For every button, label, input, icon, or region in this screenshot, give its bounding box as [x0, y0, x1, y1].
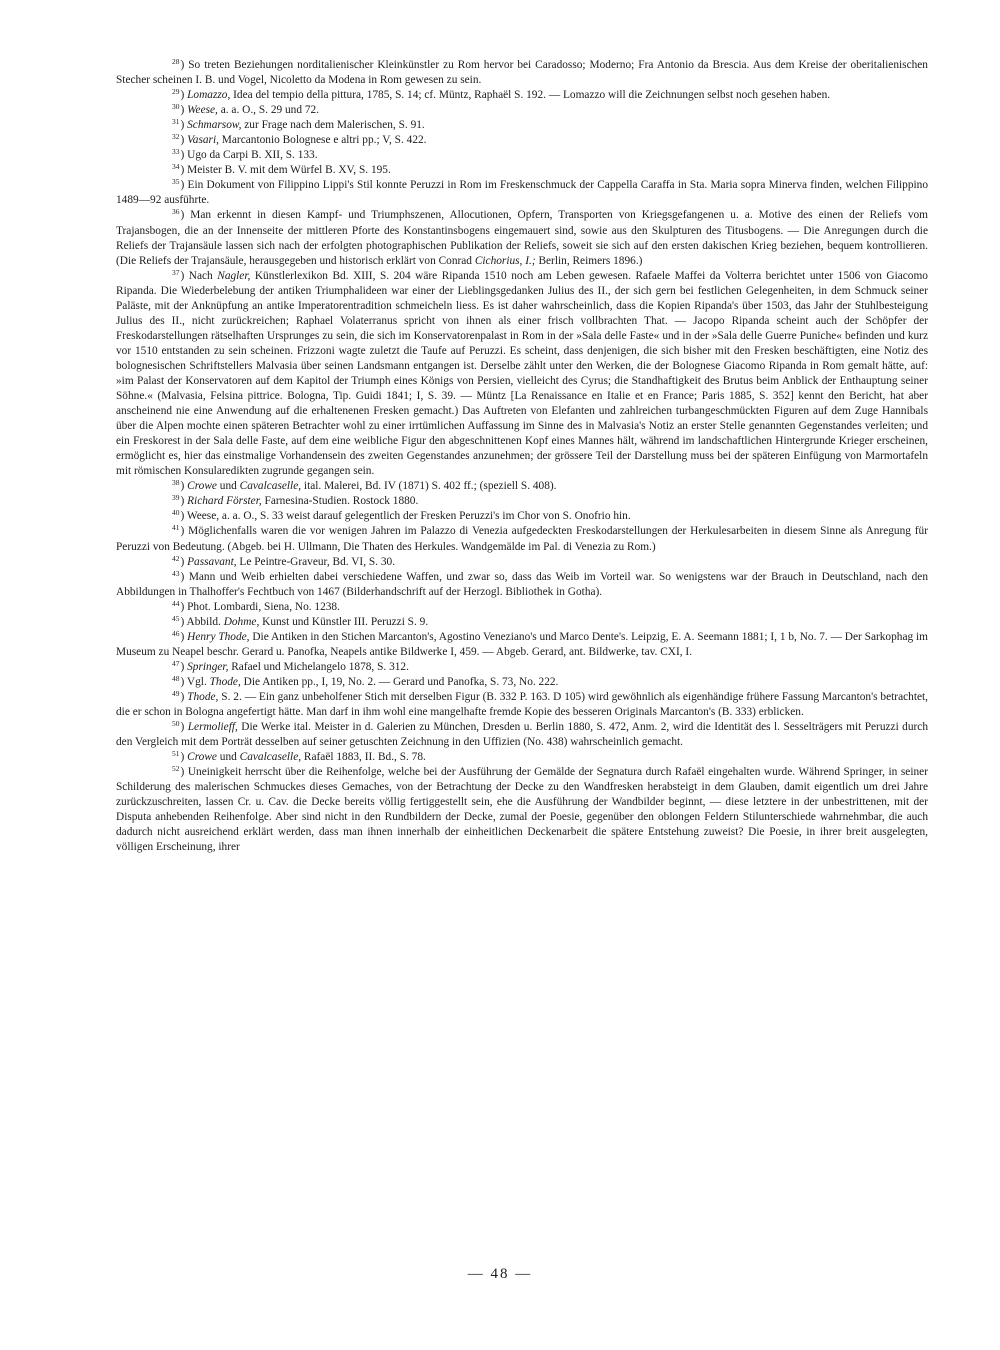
footnote-41: $^{41}$) Möglichenfalls waren die vor wenigen Jahren im Palazzo di Venezia aufgedeckten Freskodarstellungen der Herkulesarbeiten in diesem Sinne als Anregung für Peruzzi von Bedeutung. (Abgeb. bei H. Ullmann, Die Thaten des Herkules. Wandgemälde im Pal. di Venezia zu Rom.) [116, 523, 928, 553]
footnote-text: Meister B. V. mit dem Würfel B. XV, S. 195. [187, 164, 391, 177]
footnote-text: Farnesina-Studien. Rostock 1880. [261, 495, 419, 508]
footnote-italic-text: Lomazzo, [187, 89, 231, 102]
footnote-text: ital. Malerei, Bd. IV (1871) S. 402 ff.; (speziell S. 408). [301, 480, 557, 493]
footnote-46: $^{46}$) Henry Thode, Die Antiken in den Stichen Marcanton's, Agostino Veneziano's und Marco Dente's. Leipzig, E. A. Seemann 1881; I, 1 b, No. 7. — Der Sarkophag im Museum zu Neapel beschr. Gerard u. Panofka, Neapels antike Bildwerke I, 459. — Abgeb. Gerard, ant. Bildwerke, tav. CXI, I. [116, 628, 928, 658]
footnote-text: Idea del tempio della pittura, 1785, S. 14; cf. Müntz, Raphaël S. 192. — Lomazzo will die Zeichnungen selbst noch gesehen haben. [230, 89, 831, 102]
footnote-number: 44 [172, 598, 180, 608]
footnote-48: $^{48}$) Vgl. Thode, Die Antiken pp., I, 19, No. 2. — Gerard und Panofka, S. 73, No. 222. [172, 673, 559, 688]
footnote-47: $^{47}$) Springer, Rafael und Michelangelo 1878, S. 312. [172, 658, 409, 673]
footnote-italic-text: Cichorius, I.; [474, 254, 536, 267]
footnote-39: $^{39}$) Richard Förster, Farnesina-Studien. Rostock 1880. [172, 493, 419, 508]
footnote-italic-text: Crowe [187, 480, 217, 493]
footnote-text: S. 2. — Ein ganz unbeholfener Stich mit derselben Figur (B. 332 P. 163. D 105) wird gewöhnlich als eigenhändige frühere Fassung Marcanton's betrachtet, die er schon in Bologna angefertigt hätte. Man darf in ihm wohl eine mangelhafte fremde Kopie des besseren Originals Marcanton's (B. 333) erblicken. [116, 690, 928, 719]
footnote-31: $^{31}$) Schmarsow, zur Frage nach dem Malerischen, S. 91. [172, 117, 425, 132]
footnote-italic-text: Henry Thode, [187, 630, 250, 643]
footnote-number: 36 [172, 207, 180, 217]
footnote-50: $^{50}$) Lermolieff, Die Werke ital. Meister in d. Galerien zu München, Dresden u. Berlin 1880, S. 472, Anm. 2, wird die Identität des l. Sesselträgers mit Peruzzi durch den Vergleich mit dem Porträt desselben auf seiner getuschten Zeichnung in den Uffizien (No. 438) wahrscheinlich gemacht. [116, 719, 928, 749]
footnote-49: $^{49}$) Thode, S. 2. — Ein ganz unbeholfener Stich mit derselben Figur (B. 332 P. 163. D 105) wird gewöhnlich als eigenhändige frühere Fassung Marcanton's betrachtet, die er schon in Bologna angefertigt hätte. Man darf in ihm wohl eine mangelhafte fremde Kopie des besseren Originals Marcanton's (B. 333) erblicken. [116, 688, 928, 719]
footnote-34: $^{34}$) Meister B. V. mit dem Würfel B. XV, S. 195. [172, 162, 391, 177]
footnote-51: $^{51}$) Crowe und Cavalcaselle, Rafaël 1883, II. Bd., S. 78. [172, 749, 426, 764]
footnote-52: $^{52}$) Uneinigkeit herrscht über die Reihenfolge, welche bei der Ausführung der Gemälde der Segnatura durch Rafaël eingehalten wurde. Während Springer, in seiner Schilderung des malerischen Schmuckes dieses Gemaches, von der Betrachtung der Decke zu den Wandfresken herabsteigt in dem Glauben, damit eigentlich um drei Jahre zurückzuschreiten, lassen Cr. u. Cav. die Decke bereits völlig fertiggestellt sein, ehe die Ausführung der Wandbilder beginnt, — diese letztere in der unbestrittenen, mit der Disputa anhebenden Reihenfolge. Aber sind nicht in den Rundbildern der Decke, zumal der Poesie, gegenüber den oblongen Feldern Stilunterschiede wahrnehmbar, die auch dadurch nicht ausreichend erklärt werden, dass man ihnen innerhalb der einheitlichen Deckenarbeit die spätere Entstehung zuweist? Die Poesie, in ihrer breit ausgelegten, völligen Erscheinung, ihrer [116, 764, 928, 854]
footnote-32: $^{32}$) Vasari, Marcantonio Bolognese e altri pp.; V, S. 422. [172, 132, 427, 147]
footnote-text: Vgl. [186, 675, 210, 688]
footnote-44: $^{44}$) Phot. Lombardi, Siena, No. 1238. [172, 598, 340, 613]
footnote-italic-text: Lermolieff, [187, 721, 238, 734]
footnote-number: 37 [172, 267, 180, 277]
footnote-text: Le Peintre-Graveur, Bd. VI, S. 30. [236, 555, 396, 568]
footnote-text: und [216, 480, 240, 493]
footnote-text: Man erkennt in diesen Kampf- und Triumphszenen, Allocutionen, Opfern, Transporten von Kriegsgefangenen u. a. Motive des einen der Reliefs vom Trajansbogen, die an der Innenseite der mittleren Pforte des Konstantinsbogens eingemauert sind, sowie aus den Skulpturen des Titusbogens. — Die Anregungen durch die Reliefs der Trajansäule lassen sich nach der erfolgten photographischen Publikation der Reliefs, soweit sie sich auf den ersten dakischen Krieg beziehen, bequem kontrollieren. (Die Reliefs der Trajansäule, herausgegeben und historisch erklärt von Conrad [116, 209, 928, 267]
footnote-number: 32 [172, 132, 180, 142]
footnote-text: Phot. Lombardi, Siena, No. 1238. [187, 600, 340, 613]
footnote-text: Rafaël 1883, II. Bd., S. 78. [301, 751, 426, 764]
footnote-40: $^{40}$) Weese, a. a. O., S. 33 weist darauf gelegentlich der Fresken Peruzzi's im Chor von S. Onofrio hin. [172, 508, 631, 523]
footnote-number: 51 [172, 749, 180, 759]
footnote-text: Die Werke ital. Meister in d. Galerien zu München, Dresden u. Berlin 1880, S. 472, Anm. 2, wird die Identität des l. Sesselträgers mit Peruzzi durch den Vergleich mit dem Porträt desselben auf seiner getuschten Zeichnung in den Uffizien (No. 438) wahrscheinlich gemacht. [116, 721, 928, 749]
footnote-number: 40 [172, 508, 180, 518]
footnote-33: $^{33}$) Ugo da Carpi B. XII, S. 133. [172, 147, 318, 162]
footnote-italic-text: Vasari, [187, 134, 219, 147]
footnote-number: 49 [172, 688, 180, 698]
footnote-italic-text: Passavant, [187, 555, 237, 568]
footnote-number: 41 [172, 523, 180, 533]
footnote-italic-text: Thode, [209, 675, 241, 688]
footnote-text: Möglichenfalls waren die vor wenigen Jahren im Palazzo di Venezia aufgedeckten Freskodarstellungen der Herkulesarbeiten in diesem Sinne als Anregung für Peruzzi von Bedeutung. (Abgeb. bei H. Ullmann, Die Thaten des Herkules. Wandgemälde im Pal. di Venezia zu Rom.) [116, 525, 928, 553]
footnote-number: 50 [172, 719, 180, 729]
footnote-36: $^{36}$) Man erkennt in diesen Kampf- und Triumphszenen, Allocutionen, Opfern, Transporten von Kriegsgefangenen u. a. Motive des einen der Reliefs vom Trajansbogen, die an der Innenseite der mittleren Pforte des Konstantinsbogens eingemauert sind, sowie aus den Skulpturen des Titusbogens. — Die Anregungen durch die Reliefs der Trajansäule lassen sich nach der erfolgten photographischen Publikation der Reliefs, soweit sie sich auf den ersten dakischen Krieg beziehen, bequem kontrollieren. (Die Reliefs der Trajansäule, herausgegeben und historisch erklärt von Conrad Cichorius, I.; Berlin, Reimers 1896.) [116, 207, 928, 267]
footnote-42: $^{42}$) Passavant, Le Peintre-Graveur, Bd. VI, S. 30. [172, 553, 396, 568]
footnote-text: und [216, 751, 240, 764]
footnote-italic-text: Crowe [187, 751, 217, 764]
footnote-35: $^{35}$) Ein Dokument von Filippino Lippi's Stil konnte Peruzzi in Rom im Freskenschmuck der Cappella Caraffa in Sta. Maria sopra Minerva finden, welchen Filippino 1489—92 ausführte. [116, 177, 928, 207]
footnote-text: Die Antiken pp., I, 19, No. 2. — Gerard und Panofka, S. 73, No. 222. [240, 675, 559, 688]
footnote-number: 35 [172, 177, 180, 187]
footnote-number: 47 [172, 658, 180, 668]
footnote-29: $^{29}$) Lomazzo, Idea del tempio della pittura, 1785, S. 14; cf. Müntz, Raphaël S. 192. — Lomazzo will die Zeichnungen selbst noch gesehen haben. [172, 87, 831, 102]
footnote-number: 52 [172, 764, 180, 774]
footnote-text: Rafael und Michelangelo 1878, S. 312. [228, 660, 409, 673]
footnote-number: 28 [172, 57, 180, 66]
footnote-28: $^{28}$) So treten Beziehungen norditalienischer Kleinkünstler zu Rom hervor bei Caradosso; Moderno; Fra Antonio da Brescia. Aus dem Kreise der oberitalienischen Stecher scheinen I. B. und Vogel, Nicoletto da Modena in Rom gewesen zu sein. [116, 57, 928, 87]
footnote-text: Weese, a. a. O., S. 33 weist darauf gelegentlich der Fresken Peruzzi's im Chor von S. Onofrio hin. [186, 510, 631, 523]
footnote-43: $^{43}$) Mann und Weib erhielten dabei verschiedene Waffen, und zwar so, dass das Weib im Vorteil war. So wenigstens war der Brauch in Deutschland, nach den Abbildungen in Thalhoffer's Fechtbuch von 1467 (Bilderhandschrift auf der Herzogl. Bibliothek in Gotha). [116, 568, 928, 598]
footnote-italic-text: Schmarsow, [187, 119, 242, 132]
footnote-number: 38 [172, 478, 180, 488]
footnote-italic-text: Nagler, [217, 269, 251, 282]
footnote-text: Die Antiken in den Stichen Marcanton's, Agostino Veneziano's und Marco Dente's. Leipzig, E. A. Seemann 1881; I, 1 b, No. 7. — Der Sarkophag im Museum zu Neapel beschr. Gerard u. Panofka, Neapels antike Bildwerke I, 459. — Abgeb. Gerard, ant. Bildwerke, tav. CXI, I. [116, 630, 928, 658]
footnote-italic-text: Weese, [187, 104, 218, 117]
footnote-number: 29 [172, 87, 180, 97]
footnote-30: $^{30}$) Weese, a. a. O., S. 29 und 72. [172, 102, 320, 117]
page-number: — 48 — [467, 1266, 533, 1282]
footnote-text: Ugo da Carpi B. XII, S. 133. [187, 149, 318, 162]
footnote-number: 48 [172, 673, 180, 683]
footnote-text: Kunst und Künstler III. Peruzzi S. 9. [259, 615, 429, 628]
footnote-38: $^{38}$) Crowe und Cavalcaselle, ital. Malerei, Bd. IV (1871) S. 402 ff.; (speziell S. 408). [172, 478, 557, 493]
footnote-italic-text: Richard Förster, [187, 495, 262, 508]
footnote-number: 45 [172, 613, 180, 623]
footnote-number: 33 [172, 147, 180, 157]
footnotes-page [116, 58, 928, 855]
footnote-italic-text: Cavalcaselle, [239, 751, 302, 764]
footnote-text: So treten Beziehungen norditalienischer Kleinkünstler zu Rom hervor bei Caradosso; Moderno; Fra Antonio da Brescia. Aus dem Kreise der oberitalienischen Stecher scheinen I. B. und Vogel, Nicoletto da Modena in Rom gewesen zu sein. [116, 59, 928, 87]
footnote-italic-text: Thode, [187, 690, 219, 703]
footnote-text: Abbild. [186, 615, 224, 628]
footnote-text: Marcantonio Bolognese e altri pp.; V, S. 422. [218, 134, 427, 147]
footnote-text: Künstlerlexikon Bd. XIII, S. 204 wäre Ripanda 1510 noch am Leben gewesen. Rafaele Maffei da Volterra berichtet unter 1506 von Giacomo Ripanda. Die Wiederbelebung der antiken Triumphalideen war einer der Lieblingsgedanken Julius des II., der sich gern bei festlichen Gelegenheiten, in dem Schmuck seiner Paläste, mit der Anknüpfung an antike Imperatorentradition schmeicheln liess. Es ist daher wahrscheinlich, dass die Kopien Ripanda's über 1503, das Jahr der Stuhlbesteigung Julius des II., nicht zurückreichen; Raphael Volaterranus spricht von ihnen als einer frisch vollbrachten That. — Jacopo Ripanda scheint auch der Schöpfer der Freskodarstellungen rätselhaften Ursprunges zu sein, die sich im Konservatorenpalast in Rom in der »Sala delle Faste« und in der »Sala delle Guerre Puniche« befinden und kurz vor 1510 entstanden zu sein scheinen. Frizzoni wagte zuletzt die Taufe auf Peruzzi. Es scheint, dass denjenigen, die sich bisher mit den Fresken beschäftigten, eine Notiz des bolognesischen Schriftstellers Malvasia über seinen Landsmann entgangen ist. Derselbe zählt unter den Werken, die der Bolognese Giacomo Ripanda in Rom gemalt hätte, auf: »im Palast der Konservatoren auf dem Kapitol der Triumph eines Königs von Persien, vielleicht des Cyrus; die Standhaftigkeit des Brutus beim Anblick der Enthauptung seiner Söhne.« (Malvasia, Felsina pittrice. Bologna, Tip. Guidi 1841; I, S. 39. — Müntz [La Renaissance en Italie et en France; Paris 1885, S. 352] kennt den Bericht, hat aber anscheinend nie eine Anwendung auf die erhaltenenen Fresken gemacht.) Das Auftreten von Elefanten und zahlreichen turbangeschmückten Figuren auf dem Zuge Hannibals über die Alpen mochte einen späteren Betrachter wohl zu einer irrtümlichen Auffassung im Sinne des in Malvasia's Notiz an erster Stelle genannten Gegenstandes verleiten; und ein Freskorest in der Sala delle Faste, auf dem eine weibliche Figur den abgeschnittenen Kopf eines Mannes hält, während im landschaftlichen Hintergrunde Krieger erscheinen, ermöglicht es, hier das einstmalige Vorhandensein des zweiten Gegenstandes anzunehmen; der grössere Teil der Darstellung muss bei der späteren Einfügung von Marmortafeln mit römischen Konsularedikten zugrunde gegangen sein. [116, 269, 928, 478]
footnote-text: Ein Dokument von Filippino Lippi's Stil konnte Peruzzi in Rom im Freskenschmuck der Cappella Caraffa in Sta. Maria sopra Minerva finden, welchen Filippino 1489—92 ausführte. [116, 179, 928, 207]
footnote-text: Nach [188, 269, 218, 282]
footnote-text: Mann und Weib erhielten dabei verschiedene Waffen, und zwar so, dass das Weib im Vorteil war. So wenigstens war der Brauch in Deutschland, nach den Abbildungen in Thalhoffer's Fechtbuch von 1467 (Bilderhandschrift auf der Herzogl. Bibliothek in Gotha). [116, 570, 928, 598]
footnote-number: 46 [172, 628, 180, 638]
footnote-45: $^{45}$) Abbild. Dohme, Kunst und Künstler III. Peruzzi S. 9. [172, 613, 429, 628]
footnote-text: a. a. O., S. 29 und 72. [217, 104, 320, 117]
footnote-text: zur Frage nach dem Malerischen, S. 91. [241, 119, 425, 132]
footnote-37: $^{37}$) Nach Nagler, Künstlerlexikon Bd. XIII, S. 204 wäre Ripanda 1510 noch am Leben gewesen. Rafaele Maffei da Volterra berichtet unter 1506 von Giacomo Ripanda. Die Wiederbelebung der antiken Triumphalideen war einer der Lieblingsgedanken Julius des II., der sich gern bei festlichen Gelegenheiten, in dem Schmuck seiner Paläste, mit der Anknüpfung an antike Imperatorentradition schmeicheln liess. Es ist daher wahrscheinlich, dass die Kopien Ripanda's über 1503, das Jahr der Stuhlbesteigung Julius des II., nicht zurückreichen; Raphael Volaterranus spricht von ihnen als einer frisch vollbrachten That. — Jacopo Ripanda scheint auch der Schöpfer der Freskodarstellungen rätselhaften Ursprunges zu sein, die sich im Konservatorenpalast in Rom in der »Sala delle Faste« und in der »Sala delle Guerre Puniche« befinden und kurz vor 1510 entstanden zu sein scheinen. Frizzoni wagte zuletzt die Taufe auf Peruzzi. Es scheint, dass denjenigen, die sich bisher mit den Fresken beschäftigten, eine Notiz des bolognesischen Schriftstellers Malvasia über seinen Landsmann entgangen ist. Derselbe zählt unter den Werken, die der Bolognese Giacomo Ripanda in Rom gemalt hätte, auf: »im Palast der Konservatoren auf dem Kapitol der Triumph eines Königs von Persien, vielleicht des Cyrus; die Standhaftigkeit des Brutus beim Anblick der Enthauptung seiner Söhne.« (Malvasia, Felsina pittrice. Bologna, Tip. Guidi 1841; I, S. 39. — Müntz [La Renaissance en Italie et en France; Paris 1885, S. 352] kennt den Bericht, hat aber anscheinend nie eine Anwendung auf die erhaltenenen Fresken gemacht.) Das Auftreten von Elefanten und zahlreichen turbangeschmückten Figuren auf dem Zuge Hannibals über die Alpen mochte einen späteren Betrachter wohl zu einer irrtümlichen Auffassung im Sinne des in Malvasia's Notiz an erster Stelle genannten Gegenstandes verleiten; und ein Freskorest in der Sala delle Faste, auf dem eine weibliche Figur den abgeschnittenen Kopf eines Mannes hält, während im landschaftlichen Hintergrunde Krieger erscheinen, ermöglicht es, hier das einstmalige Vorhandensein des zweiten Gegenstandes anzunehmen; der grössere Teil der Darstellung muss bei der späteren Einfügung von Marmortafeln mit römischen Konsularedikten zugrunde gegangen sein. [116, 267, 928, 478]
footnote-italic-text: Cavalcaselle, [239, 480, 302, 493]
footnote-number: 31 [172, 117, 180, 127]
footnote-text: Berlin, Reimers 1896.) [535, 254, 643, 267]
footnote-number: 39 [172, 493, 180, 503]
footnote-number: 34 [172, 162, 180, 172]
footnote-text: Uneinigkeit herrscht über die Reihenfolge, welche bei der Ausführung der Gemälde der Segnatura durch Rafaël eingehalten wurde. Während Springer, in seiner Schilderung des malerischen Schmuckes dieses Gemaches, von der Betrachtung der Decke zu den Wandfresken herabsteigt in dem Glauben, damit eigentlich um drei Jahre zurückzuschreiten, lassen Cr. u. Cav. die Decke bereits völlig fertiggestellt sein, ehe die Ausführung der Wandbilder beginnt, — diese letztere in der unbestrittenen, mit der Disputa anhebenden Reihenfolge. Aber sind nicht in den Rundbildern der Decke, zumal der Poesie, gegenüber den oblongen Feldern Stilunterschiede wahrnehmbar, die auch dadurch nicht ausreichend erklärt werden, dass man ihnen innerhalb der einheitlichen Deckenarbeit die spätere Entstehung zuweist? Die Poesie, in ihrer breit ausgelegten, völligen Erscheinung, ihrer [116, 766, 928, 854]
footnote-number: 30 [172, 102, 180, 112]
footnote-number: 42 [172, 553, 180, 563]
footnote-italic-text: Dohme, [223, 615, 260, 628]
footnote-italic-text: Springer, [187, 660, 229, 673]
footnote-number: 43 [172, 568, 180, 578]
